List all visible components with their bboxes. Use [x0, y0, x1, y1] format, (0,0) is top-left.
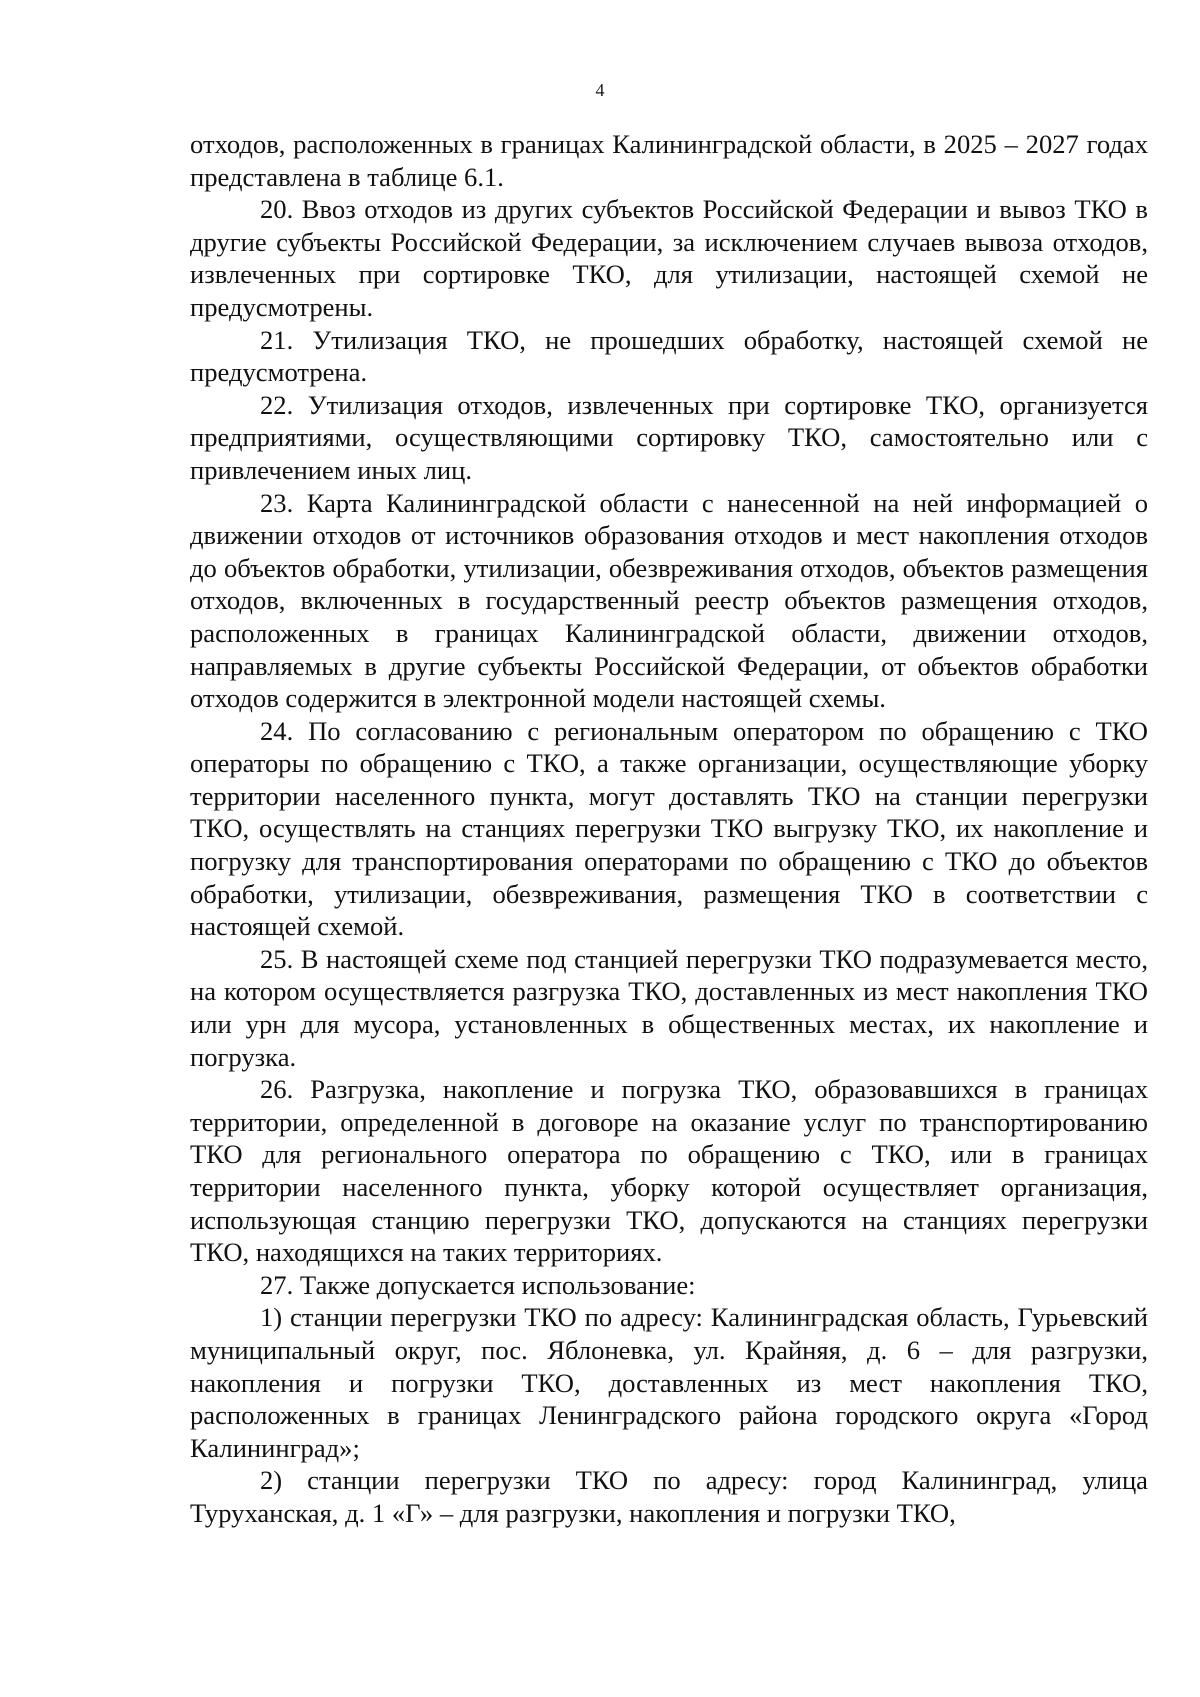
paragraph-22: 22. Утилизация отходов, извлеченных при сортировке ТКО, организуется предприятиями, осуществляющими сортировку ТКО, самостоятельно или с привлечением иных лиц.	[190, 389, 1148, 485]
paragraph-27: 27. Также допускается использование:	[260, 1269, 696, 1300]
paragraph-23: 23. Карта Калининградской области с нанесенной на ней информацией о движении отходов от источников образования отходов и мест накопления отходов до объектов обработки, утилизации, обезвреживания отходов, объектов размещения отходов, включенных в государственный реестр объектов размещения отходов, расположенных в границах Калининградской области, движении отходов, направляемых в другие субъекты Российской Федерации, от объектов обработки отходов содержится в электронной модели настоящей схемы.	[190, 487, 1148, 714]
list-item-1: 1) станции перегрузки ТКО по адресу: Калининградская область, Гурьевский муниципальный округ, пос. Яблоневка, ул. Крайняя, д. 6 – для разгрузки, накопления и погрузки ТКО, доставленных из мест накопления ТКО, расположенных в границах Ленинградского района городского округа «Город Калининград»;	[190, 1302, 1148, 1463]
paragraph-continuation: отходов, расположенных в границах Калининградской области, в 2025 – 2027 годах представлена в таблице 6.1.	[190, 129, 1148, 192]
paragraph-20: 20. Ввоз отходов из других субъектов Российской Федерации и вывоз ТКО в другие субъекты Российской Федерации, за исключением случаев вывоза отходов, извлеченных при сортировке ТКО, для утилизации, настоящей схемой не предусмотрены.	[190, 194, 1148, 322]
paragraph-26: 26. Разгрузка, накопление и погрузка ТКО, образовавшихся в границах территории, определенной в договоре на оказание услуг по транспортированию ТКО для регионального оператора по обращению с ТКО, или в границах территории населенного пункта, уборку которой осуществляет организация, использующая станцию перегрузки ТКО, допускаются на станциях перегрузки ТКО, находящихся на таких территориях.	[190, 1074, 1148, 1268]
page-number: 4	[595, 80, 605, 100]
list-item-2: 2) станции перегрузки ТКО по адресу: город Калининград, улица Туруханская, д. 1 «Г» – для разгрузки, накопления и погрузки ТКО,	[190, 1465, 1148, 1528]
paragraph-21: 21. Утилизация ТКО, не прошедших обработку, настоящей схемой не предусмотрена.	[190, 324, 1148, 388]
document-body	[190, 128, 1148, 1530]
paragraph-24: 24. По согласованию с региональным оператором по обращению с ТКО операторы по обращению с ТКО, а также организации, осуществляющие уборку территории населенного пункта, могут доставлять ТКО на станции перегрузки ТКО, осуществлять на станциях перегрузки ТКО выгрузку ТКО, их накопление и погрузку для транспортирования операторами по обращению с ТКО до объектов обработки, утилизации, обезвреживания, размещения ТКО в соответствии с настоящей схемой.	[190, 715, 1148, 942]
paragraph-25: 25. В настоящей схеме под станцией перегрузки ТКО подразумевается место, на котором осуществляется разгрузка ТКО, доставленных из мест накопления ТКО или урн для мусора, установленных в общественных местах, их накопление и погрузка.	[190, 943, 1148, 1072]
